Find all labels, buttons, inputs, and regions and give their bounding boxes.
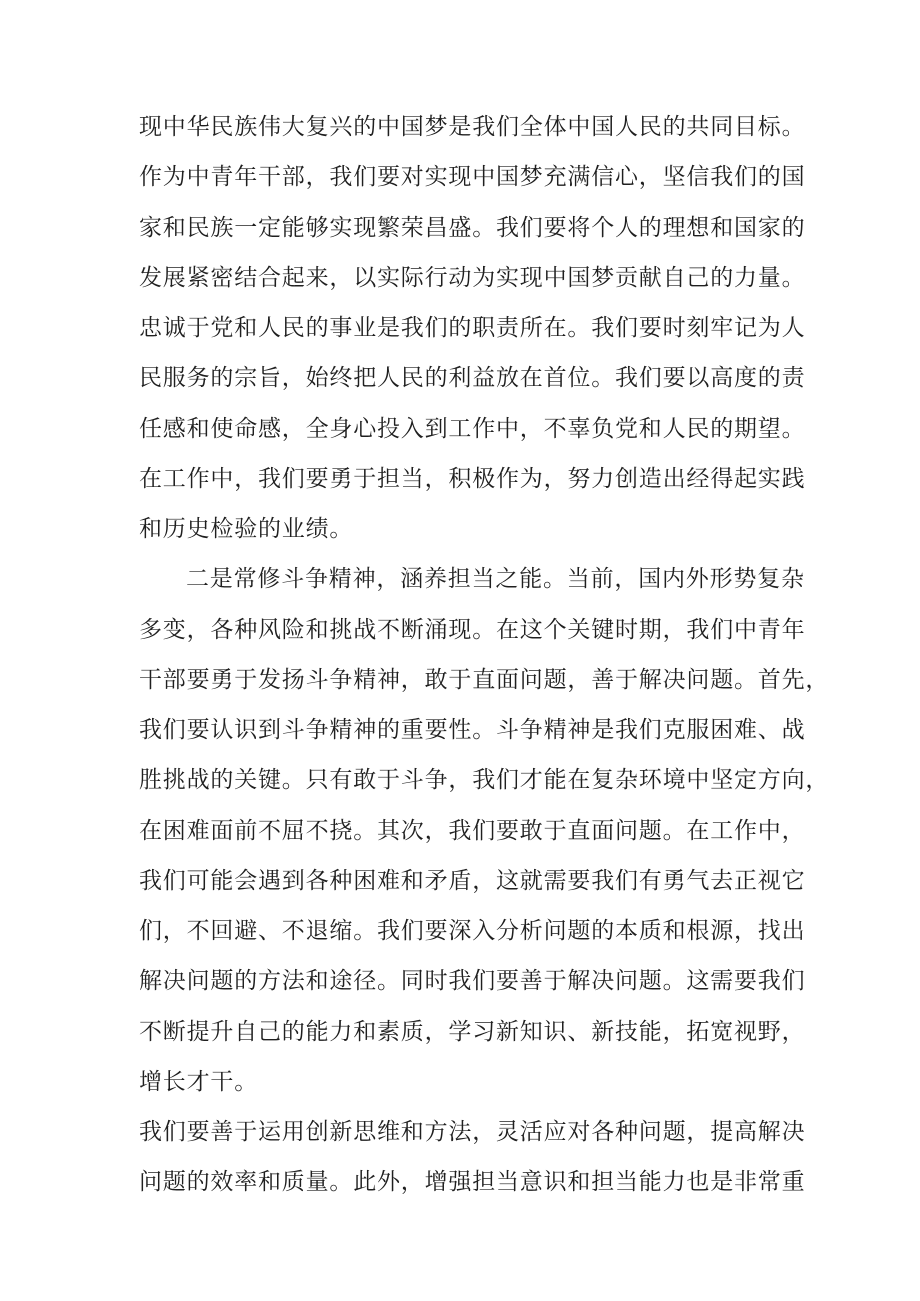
text-line-6: 民服务的宗旨，始终把人民的利益放在首位。我们要以高度的责 bbox=[139, 365, 806, 391]
text-line-20: 增长才干。 bbox=[139, 1069, 258, 1095]
text-line-9: 和历史检验的业绩。 bbox=[139, 516, 354, 542]
text-line-13: 我们要认识到斗争精神的重要性。斗争精神是我们克服困难、战 bbox=[139, 717, 806, 743]
text-line-21: 我们要善于运用创新思维和方法，灵活应对各种问题，提高解决 bbox=[139, 1119, 806, 1145]
paragraph-start-line: 二是常修斗争精神，涵养担当之能。当前，国内外形势复杂 bbox=[186, 566, 805, 592]
text-line-8: 在工作中，我们要勇于担当，积极作为，努力创造出经得起实践 bbox=[139, 466, 806, 492]
text-line-19: 不断提升自己的能力和素质，学习新知识、新技能，拓宽视野， bbox=[139, 1019, 806, 1045]
text-line-14: 胜挑战的关键。只有敢于斗争，我们才能在复杂环境中坚定方向， bbox=[139, 767, 830, 793]
text-line-17: 们，不回避、不退缩。我们要深入分析问题的本质和根源，找出 bbox=[139, 918, 806, 944]
text-line-11: 多变，各种风险和挑战不断涌现。在这个关键时期，我们中青年 bbox=[139, 617, 806, 643]
text-line-7: 任感和使命感，全身心投入到工作中，不辜负党和人民的期望。 bbox=[139, 416, 806, 442]
text-line-12: 干部要勇于发扬斗争精神，敢于直面问题，善于解决问题。首先， bbox=[139, 667, 830, 693]
text-line-15: 在困难面前不屈不挠。其次，我们要敢于直面问题。在工作中， bbox=[139, 818, 806, 844]
text-line-4: 发展紧密结合起来，以实际行动为实现中国梦贡献自己的力量。 bbox=[139, 265, 806, 291]
text-line-1: 现中华民族伟大复兴的中国梦是我们全体中国人民的共同目标。 bbox=[139, 114, 806, 140]
text-line-3: 家和民族一定能够实现繁荣昌盛。我们要将个人的理想和国家的 bbox=[139, 215, 806, 241]
text-line-18: 解决问题的方法和途径。同时我们要善于解决问题。这需要我们 bbox=[139, 968, 806, 994]
text-line-16: 我们可能会遇到各种困难和矛盾，这就需要我们有勇气去正视它 bbox=[139, 868, 806, 894]
text-line-22: 问题的效率和质量。此外，增强担当意识和担当能力也是非常重 bbox=[139, 1169, 806, 1195]
text-line-2: 作为中青年干部，我们要对实现中国梦充满信心，坚信我们的国 bbox=[139, 164, 806, 190]
text-line-5: 忠诚于党和人民的事业是我们的职责所在。我们要时刻牢记为人 bbox=[139, 315, 806, 341]
